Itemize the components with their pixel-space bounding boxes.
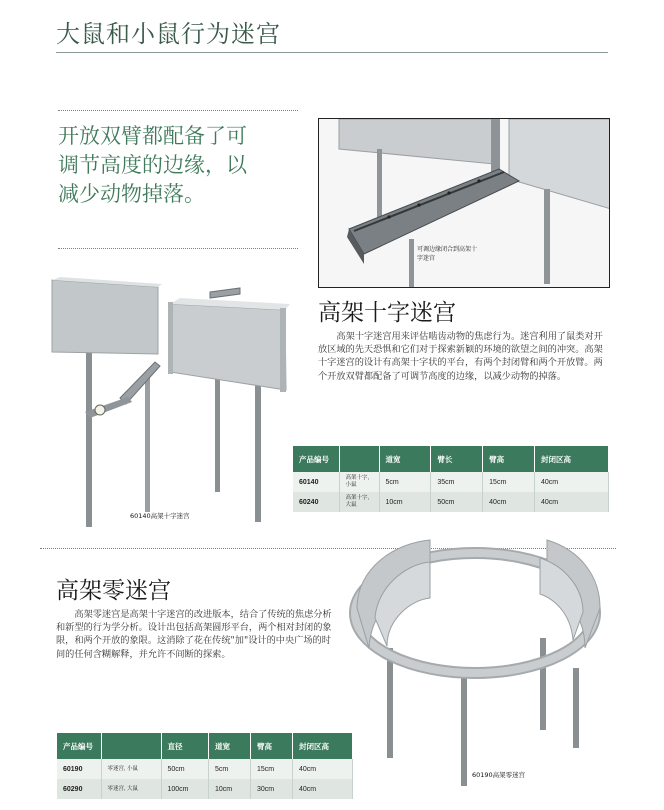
cell-value: 40cm bbox=[292, 779, 352, 799]
col-header-closed-height: 封闭区高 bbox=[292, 733, 352, 759]
quote-divider-top bbox=[58, 110, 298, 111]
inset-caption: 可调边缘闭合到高架十 字迷宫 bbox=[417, 246, 478, 262]
plus-maze-image-label: 60140高架十字迷宫 bbox=[130, 512, 190, 520]
cell-value: 100cm bbox=[161, 779, 208, 799]
cell-code: 60190 bbox=[57, 759, 101, 779]
cell-value: 35cm bbox=[431, 472, 483, 492]
cell-value: 40cm bbox=[483, 492, 535, 512]
cell-value: 15cm bbox=[483, 472, 535, 492]
pull-quote-line: 调节高度的边缘，以 bbox=[58, 153, 247, 177]
col-header-arm-height: 臂高 bbox=[250, 733, 292, 759]
cell-value: 40cm bbox=[534, 472, 608, 492]
col-header-closed-height: 封闭区高 bbox=[534, 446, 608, 472]
cell-value: 15cm bbox=[250, 759, 292, 779]
plus-maze-description: 高架十字迷宫用来评估啮齿动物的焦虑行为。迷宫利用了鼠类对开放区域的先天恐惧和它们对于探索新颖的环境的欲望之间的冲突。高架十字迷宫的设计有高架十字状的平台，有两个封闭臂和两个开放臂。两个开放双臂都配备了可调节高度的边缘，以减少动物的掉落。 bbox=[318, 331, 603, 382]
cell-value: 5cm bbox=[208, 759, 250, 779]
zero-maze-image-label: 60190高架零迷宫 bbox=[472, 771, 526, 779]
cell-code: 60290 bbox=[57, 779, 101, 799]
plus-maze-illustration bbox=[40, 262, 310, 530]
cell-desc: 零迷宫, 大鼠 bbox=[101, 779, 161, 799]
col-header-diameter: 直径 bbox=[161, 733, 208, 759]
cell-desc: 高架十字, 小鼠 bbox=[339, 472, 379, 492]
zero-maze-description: 高架零迷宫是高架十字迷宫的改进版本，结合了传统的焦虑分析和新型的行为学分析。设计出包括高架圆形平台，两个相对封闭的象限，和两个开放的象限。这消除了花在传统"加"设计的中央广场的时间的任何含糊解释，并允许不间断的探索。 bbox=[56, 609, 332, 660]
cell-value: 10cm bbox=[379, 492, 431, 512]
cell-value: 50cm bbox=[161, 759, 208, 779]
col-header-width: 道宽 bbox=[208, 733, 250, 759]
table-header-row bbox=[293, 446, 609, 472]
zero-maze-title: 高架零迷宫 bbox=[56, 578, 171, 604]
pull-quote bbox=[58, 122, 298, 209]
cell-desc: 高架十字, 大鼠 bbox=[339, 492, 379, 512]
cell-value: 10cm bbox=[208, 779, 250, 799]
pull-quote-line: 减少动物掉落。 bbox=[58, 182, 205, 206]
cell-code: 60240 bbox=[293, 492, 339, 512]
edge-closeup-photo bbox=[318, 118, 610, 288]
zero-maze-spec-table bbox=[57, 733, 353, 799]
col-header-code: 产品编号 bbox=[293, 446, 339, 472]
pull-quote-line: 开放双臂都配备了可 bbox=[58, 124, 247, 148]
col-header-code: 产品编号 bbox=[57, 733, 101, 759]
cell-value: 30cm bbox=[250, 779, 292, 799]
table-row bbox=[293, 492, 609, 512]
col-header-desc bbox=[101, 733, 161, 759]
title-divider bbox=[56, 52, 608, 53]
col-header-arm-length: 臂长 bbox=[431, 446, 483, 472]
cell-value: 40cm bbox=[534, 492, 608, 512]
table-header-row bbox=[57, 733, 353, 759]
cell-value: 40cm bbox=[292, 759, 352, 779]
table-row bbox=[57, 779, 353, 799]
cell-desc: 零迷宫, 小鼠 bbox=[101, 759, 161, 779]
zero-maze-illustration bbox=[335, 528, 620, 790]
quote-divider-bottom bbox=[58, 248, 298, 249]
col-header-arm-height: 臂高 bbox=[483, 446, 535, 472]
cell-value: 5cm bbox=[379, 472, 431, 492]
col-header-desc bbox=[339, 446, 379, 472]
page-title: 大鼠和小鼠行为迷宫 bbox=[56, 20, 281, 48]
plus-maze-title: 高架十字迷宫 bbox=[318, 300, 456, 326]
plus-maze-spec-table bbox=[293, 446, 609, 512]
cell-value: 50cm bbox=[431, 492, 483, 512]
table-row bbox=[293, 472, 609, 492]
table-row bbox=[57, 759, 353, 779]
cell-code: 60140 bbox=[293, 472, 339, 492]
col-header-width: 道宽 bbox=[379, 446, 431, 472]
